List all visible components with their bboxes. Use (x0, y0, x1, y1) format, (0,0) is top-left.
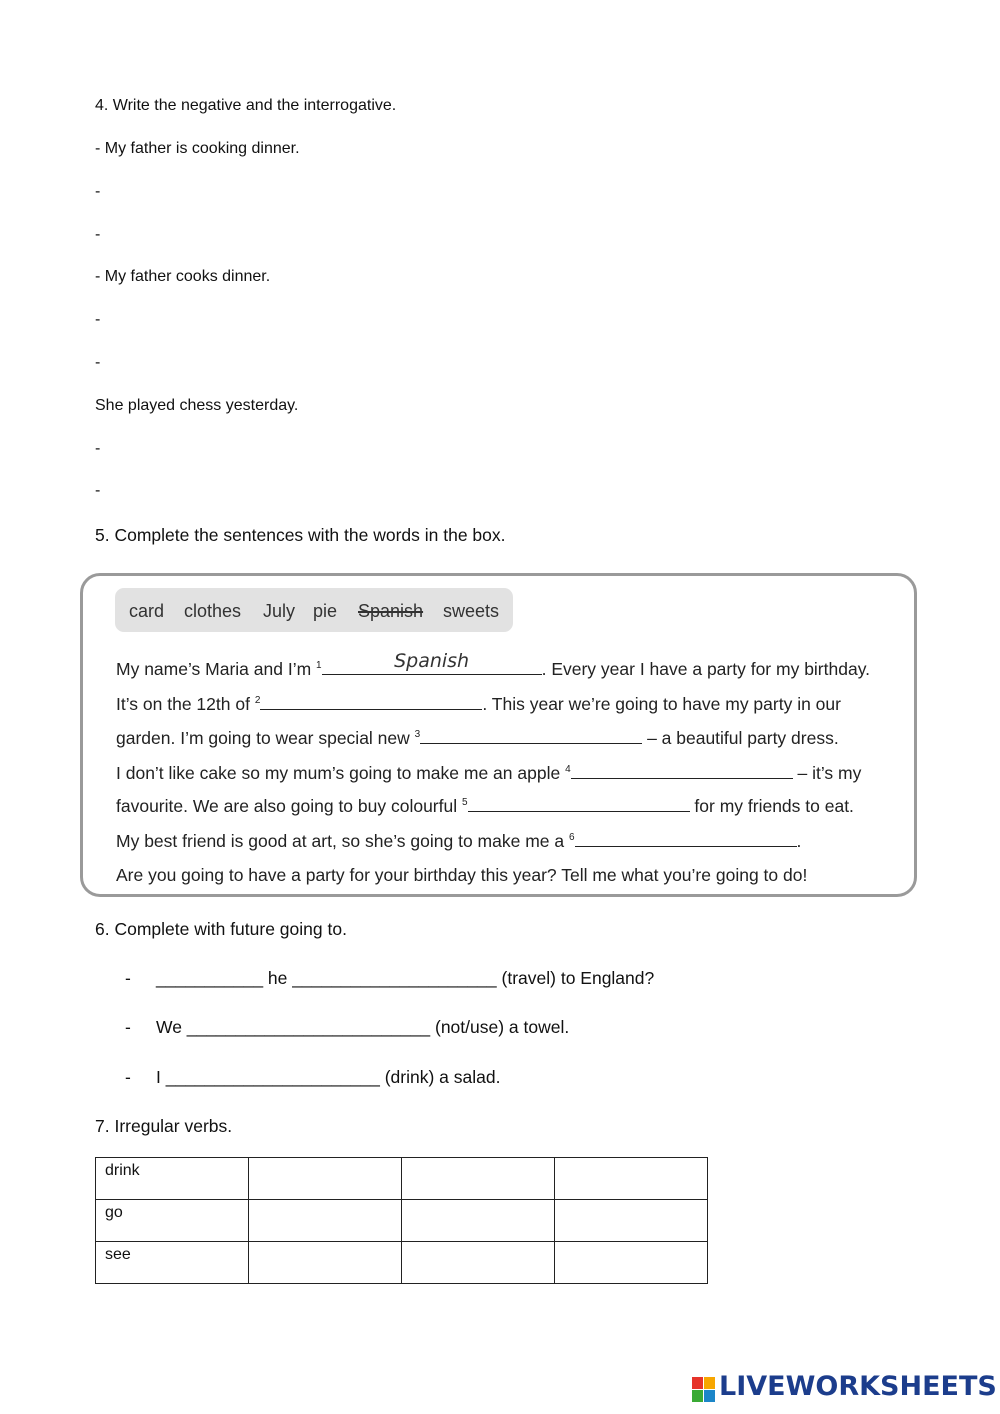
liveworksheets-logo-icon (692, 1375, 716, 1405)
verb-cell: drink (96, 1158, 249, 1200)
word-card: card (129, 601, 165, 621)
table-row (96, 1158, 708, 1200)
blank-number: 5 (461, 797, 468, 809)
story-text: . This year we’re going to have my party in our (482, 694, 841, 714)
story-text: – a beautiful party dress. (642, 728, 839, 748)
story-text: I don’t like cake so my mum’s going to make me an apple (116, 763, 566, 783)
answer-dash[interactable]: - (95, 354, 101, 371)
list-dash: - (125, 1067, 131, 1087)
section6-item-1 (156, 967, 654, 989)
answer-blank-6[interactable] (575, 830, 797, 847)
story-text: garden. I’m going to wear special new (116, 728, 415, 748)
irregular-verbs-table (95, 1157, 708, 1284)
story-text: – it’s my (792, 763, 862, 783)
section5-title: 5. Complete the sentences with the words in the box. (95, 525, 506, 545)
answer-cell[interactable] (402, 1158, 555, 1200)
answer-dash[interactable]: - (95, 440, 101, 457)
word-spanish: Spanish (358, 601, 424, 621)
story-line-5 (116, 795, 854, 817)
answer-cell[interactable] (555, 1200, 708, 1242)
answer-blank[interactable]: _____________________ (292, 968, 497, 988)
story-text: My best friend is good at art, so she’s going to make me a (116, 831, 569, 851)
story-line-1 (116, 650, 871, 680)
blank-number: 1 (316, 660, 322, 672)
liveworksheets-logo-text: LIVEWORKSHEETS (719, 1371, 997, 1402)
answer-cell[interactable] (249, 1200, 402, 1242)
answer-cell[interactable] (402, 1242, 555, 1284)
blank-number: 2 (254, 695, 261, 707)
blank-number: 3 (414, 729, 421, 741)
item-text: (travel) to England? (496, 968, 655, 988)
section6-item-3 (156, 1066, 500, 1088)
story-line-4 (116, 762, 861, 784)
word-pie: pie (313, 601, 338, 621)
story-line-6 (116, 830, 801, 852)
blank-number: 4 (565, 764, 571, 776)
item-text: (not/use) a towel. (430, 1017, 570, 1037)
answer-dash[interactable]: - (95, 226, 101, 243)
section4-sentence3: She played chess yesterday. (95, 397, 299, 414)
answer-dash[interactable]: - (95, 482, 101, 499)
answer-blank-1[interactable] (322, 650, 542, 675)
list-dash: - (125, 1017, 131, 1037)
item-text: We (156, 1017, 187, 1037)
story-text: favourite. We are also going to buy colourful (116, 796, 462, 816)
answer-cell[interactable] (555, 1158, 708, 1200)
answer-blank[interactable]: ___________ (156, 968, 264, 988)
story-line-2 (116, 693, 841, 715)
verb-cell: see (96, 1242, 249, 1284)
verb-cell: go (96, 1200, 249, 1242)
answer-blank[interactable]: _________________________ (186, 1017, 431, 1037)
section4-sentence1: - My father is cooking dinner. (95, 140, 300, 157)
section6-item-2 (156, 1016, 569, 1038)
story-text: for my friends to eat. (689, 796, 854, 816)
item-text: I (156, 1067, 166, 1087)
answer-blank-3[interactable] (420, 727, 642, 744)
table-row (96, 1242, 708, 1284)
section7-title: 7. Irregular verbs. (95, 1116, 233, 1136)
story-text: . Every year I have a party for my birthday. (541, 659, 871, 679)
table-row (96, 1200, 708, 1242)
word-clothes: clothes (184, 601, 242, 621)
story-text: It’s on the 12th of (116, 694, 255, 714)
word-sweets: sweets (443, 601, 500, 621)
story-text: My name’s Maria and I’m (116, 659, 317, 679)
item-text: he (263, 968, 293, 988)
section4-title: 4. Write the negative and the interrogative. (95, 97, 397, 114)
story-line-7: Are you going to have a party for your birthday this year? Tell me what you’re going to do! (116, 865, 808, 885)
handwritten-answer: Spanish (394, 650, 470, 672)
list-dash: - (125, 968, 131, 988)
answer-dash[interactable]: - (95, 183, 101, 200)
blank-number: 6 (568, 832, 575, 844)
answer-dash[interactable]: - (95, 311, 101, 328)
story-text: . (796, 831, 802, 851)
section6-title: 6. Complete with future going to. (95, 919, 347, 939)
answer-cell[interactable] (555, 1242, 708, 1284)
answer-blank-4[interactable] (571, 762, 793, 779)
answer-cell[interactable] (249, 1158, 402, 1200)
item-text: (drink) a salad. (379, 1067, 501, 1087)
answer-blank[interactable]: ______________________ (165, 1067, 380, 1087)
answer-cell[interactable] (249, 1242, 402, 1284)
story-line-3 (116, 727, 839, 749)
section4-sentence2: - My father cooks dinner. (95, 268, 271, 285)
answer-cell[interactable] (402, 1200, 555, 1242)
answer-blank-2[interactable] (260, 693, 482, 710)
answer-blank-5[interactable] (468, 795, 690, 812)
word-july: July (263, 601, 296, 621)
